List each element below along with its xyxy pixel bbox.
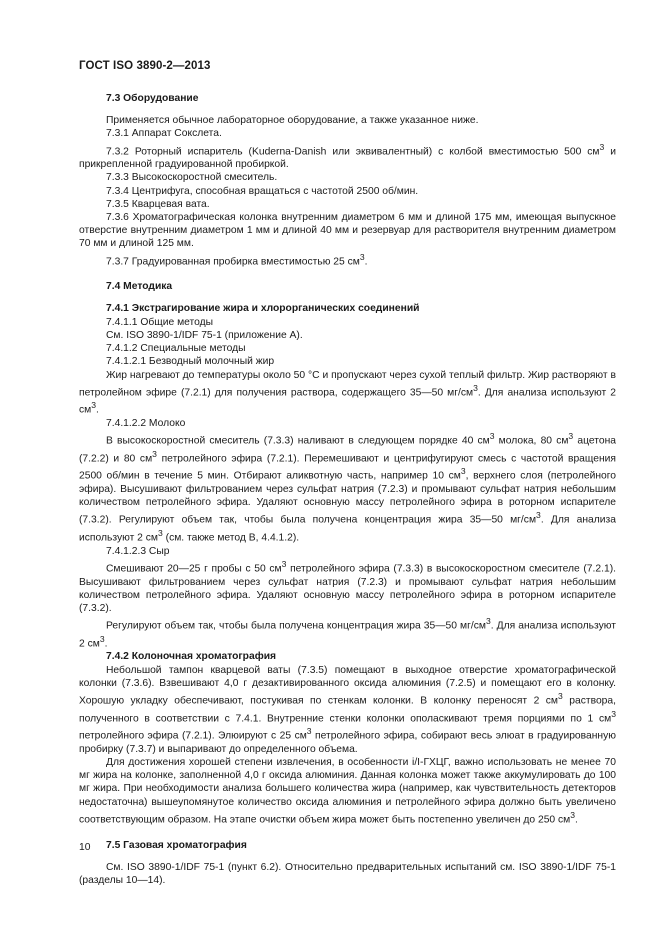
item-7-3-3: 7.3.3 Высокоскоростной смеситель. bbox=[106, 172, 278, 184]
text-run: . Для анализа используют 2 см bbox=[79, 387, 616, 416]
text-run: . Для анализа используют 2 см bbox=[79, 514, 616, 544]
page-number: 10 bbox=[79, 842, 91, 853]
superscript: 3 bbox=[489, 431, 495, 442]
item-7-3-6: 7.3.6 Хроматографическая колонка внутренним диаметром 6 мм и длиной 175 мм, имеющая выпускное отверстие внутренним диаметром 1 мм и длиной 40 мм и резервуар для растворителя внутренним диаметром 70 мм и длиной 125 мм. bbox=[79, 212, 616, 250]
superscript: 3 bbox=[306, 726, 312, 737]
section-7-4-2-heading: 7.4.2 Колоночная хроматография bbox=[106, 651, 277, 663]
superscript: 3 bbox=[568, 431, 574, 442]
paragraph-7-4-1-1: См. ISO 3890-1/IDF 75-1 (приложение А). bbox=[106, 329, 303, 341]
text-run: Регулируют объем так, чтобы была получена концентрация жира 35—50 мг/см bbox=[106, 620, 486, 632]
text-run: В высокоскоростной смеситель (7.3.3) наливают в следующем порядке 40 см bbox=[106, 435, 490, 447]
superscript: 3 bbox=[611, 708, 616, 719]
paragraph-milk-fat bbox=[79, 369, 616, 417]
item-7-3-2 bbox=[79, 141, 616, 172]
paragraph-cheese bbox=[79, 558, 616, 615]
text-run: . bbox=[104, 638, 108, 650]
text-run: (см. также метод В, 4.4.1.2). bbox=[162, 532, 300, 544]
item-7-4-1-2: 7.4.1.2 Специальные методы bbox=[106, 343, 246, 355]
paragraph-column-prep bbox=[79, 664, 616, 756]
item-7-4-1-2-1: 7.4.1.2.1 Безводный молочный жир bbox=[106, 356, 275, 368]
superscript: 3 bbox=[152, 448, 157, 459]
superscript: 3 bbox=[558, 690, 563, 701]
superscript: 3 bbox=[485, 616, 491, 627]
superscript: 3 bbox=[536, 510, 541, 521]
text-run: раствора, полученного в соответствии с 7.4.1. Внутренние стенки колонки ополаскивают тремя порциями по 1 см bbox=[79, 695, 616, 725]
text-run: молока, 80 см bbox=[494, 435, 569, 447]
section-7-5-heading: 7.5 Газовая хроматография bbox=[106, 839, 247, 851]
page-body bbox=[79, 92, 616, 887]
item-7-3-7 bbox=[79, 251, 616, 269]
text-run: и прикрепленной градуированной пробиркой. bbox=[79, 146, 616, 171]
text-run: 7.3.7 Градуированная пробирка вместимостью 25 см bbox=[106, 256, 360, 268]
superscript: 3 bbox=[473, 382, 478, 393]
superscript: 3 bbox=[99, 633, 105, 644]
text-run: петролейного эфира (7.3.3) в высокоскоростном смесителе (7.2.1). Высушивают фильтрованием через сульфат натрия (7.2.3) и промывают сульфат натрия небольшим количеством петролейного эфира. Удаляют основную массу петролейного эфира в роторном испарителе (7.3.2). bbox=[79, 563, 616, 614]
superscript: 3 bbox=[599, 141, 605, 152]
item-7-3-5: 7.3.5 Кварцевая вата. bbox=[106, 198, 210, 210]
item-7-4-1-2-2: 7.4.1.2.2 Молоко bbox=[106, 417, 186, 429]
text-run: . bbox=[364, 256, 368, 268]
text-run: . bbox=[575, 814, 578, 826]
running-header: ГОСТ ISO 3890-2—2013 bbox=[79, 60, 211, 72]
text-run: Небольшой тампон кварцевой ваты (7.3.5) помещают в выходное отверстие хроматографической колонки (7.3.6). Взвешивают 4,0 г дезактивированного оксида алюминия (7.2.5) и помещают его в колонку. Хорошую укладку обеспечивают, постукивая по стенкам колонки. В колонку переносят 2 см bbox=[79, 664, 616, 707]
text-run: петролейного эфира (7.2.1). Элюируют с 25 см bbox=[79, 730, 307, 742]
item-7-3-1: 7.3.1 Аппарат Сокслета. bbox=[106, 128, 222, 140]
superscript: 3 bbox=[359, 251, 365, 262]
item-7-4-1-1: 7.4.1.1 Общие методы bbox=[106, 316, 214, 328]
text-run: Смешивают 20—25 г пробы с 50 см bbox=[106, 563, 282, 575]
section-7-3-heading: 7.3 Оборудование bbox=[106, 93, 199, 104]
section-7-4-1-heading: 7.4.1 Экстрагирование жира и хлорорганических соединений bbox=[106, 303, 420, 315]
paragraph-7-3-intro: Применяется обычное лабораторное оборудование, а также указанное ниже. bbox=[106, 115, 479, 127]
text-run: , верхнего слоя (петролейного эфира). Высушивают фильтрованием через сульфат натрия (7.2.3) и промывают сульфат натрия небольшим количеством петролейного эфира. Удаляют основную массу петролейного эфира в роторном испарителе (7.3.2). Регулируют объем так, чтобы была получена концентрация жира 35—50 мг/см bbox=[79, 470, 616, 526]
superscript: 3 bbox=[91, 400, 97, 411]
text-run: . bbox=[96, 404, 99, 416]
text-run: 7.3.2 Роторный испаритель (Kuderna-Danish или эквивалентный) с колбой вместимостью 500 см bbox=[106, 146, 600, 158]
item-7-4-1-2-3: 7.4.1.2.3 Сыр bbox=[106, 545, 170, 557]
item-7-3-4: 7.3.4 Центрифуга, способная вращаться с частотой 2500 об/мин. bbox=[106, 185, 419, 197]
paragraph-7-5: См. ISO 3890-1/IDF 75-1 (пункт 6.2). Относительно предварительных испытаний см. ISO 3890-1/IDF 75-1 (разделы 10—14). bbox=[79, 861, 616, 886]
paragraph-cheese-volume bbox=[79, 615, 616, 650]
text-run: Для достижения хорошей степени извлечения, в особенности i/I-ГХЦГ, важно использовать не менее 70 мг жира на колонке, заполненной 4,0 г оксида алюминия. Данная колонка может также аккумулировать до 100 мг жира. При необходимости анализа большего количества жира (например, как чувствительность детекторов недостаточна) вышеупомянутое количество оксида алюминия и петролейного эфира должно быть увеличено соответствующим образом. На этапе очистки объем жира может быть постепенно увеличен до 250 см bbox=[79, 757, 616, 826]
text-run: петролейного эфира, собирают весь элюат в градуированную пробирку (7.3.7) и выпаривают до определенного объема. bbox=[79, 730, 616, 755]
superscript: 3 bbox=[570, 809, 576, 820]
text-run: Жир нагревают до температуры около 50 °С и пропускают через сухой теплый фильтр. Жир растворяют в петролейном эфире (7.2.1) для получения раствора, содержащего 35—50 мг/см bbox=[79, 369, 616, 399]
section-7-4-heading: 7.4 Методика bbox=[106, 281, 173, 293]
superscript: 3 bbox=[281, 558, 287, 569]
paragraph-recovery bbox=[79, 756, 616, 826]
text-run: ацетона (7.2.2) и 80 см bbox=[79, 435, 617, 465]
text-run: . Для анализа используют 2 см bbox=[79, 620, 616, 650]
paragraph-milk bbox=[79, 430, 616, 545]
superscript: 3 bbox=[158, 528, 163, 539]
text-run: петролейного эфира (7.2.1). Перемешивают и центрифугируют смесь с частотой вращения 2500 об/мин в течение 5 мин. Отбирают аликвотную часть, например 10 см bbox=[79, 453, 617, 482]
superscript: 3 bbox=[460, 466, 466, 477]
